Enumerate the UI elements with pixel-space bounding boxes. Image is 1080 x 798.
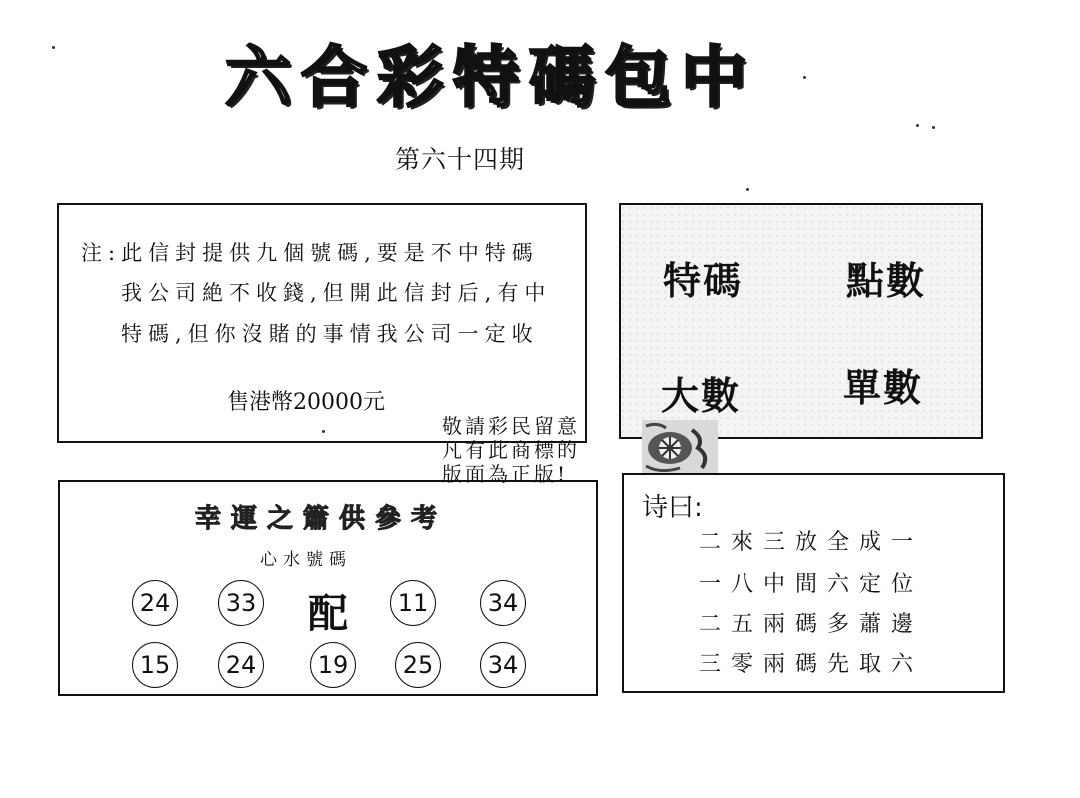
page-title: 六合彩特碼包中 — [225, 39, 757, 116]
watermark-note-line: 版面為正版! — [442, 462, 569, 486]
category-odd: 單數 — [843, 366, 924, 410]
notice-box — [57, 203, 587, 443]
scan-speck — [322, 430, 325, 433]
scan-speck — [916, 124, 919, 127]
number-ball: 24 — [218, 642, 264, 688]
pair-character: 配 — [308, 591, 348, 637]
notice-line: 我公司絶不收錢,但開此信封后,有中 — [121, 281, 552, 305]
poem-line: 二五兩碼多蕭邊 — [699, 612, 924, 637]
notice-line: 特碼,但你沒賭的事情我公司一定收 — [121, 322, 539, 346]
poem-line: 三零兩碼先取六 — [699, 652, 924, 677]
scan-speck — [746, 188, 749, 191]
category-points: 點數 — [846, 259, 927, 303]
poem-box — [622, 473, 1005, 693]
poem-line: 一八中間六定位 — [699, 572, 924, 597]
number-ball: 33 — [218, 580, 264, 626]
category-big: 大數 — [661, 374, 742, 418]
poem-line: 二來三放全成一 — [699, 530, 924, 555]
scan-speck — [932, 126, 935, 129]
number-ball: 15 — [132, 642, 178, 688]
category-special-number: 特碼 — [663, 259, 744, 303]
scan-speck — [803, 76, 806, 79]
lucky-numbers-box — [58, 480, 598, 696]
poem-label: 诗曰: — [642, 493, 703, 523]
number-ball: 34 — [480, 642, 526, 688]
watermark-note-line: 敬請彩民留意 — [442, 414, 580, 438]
watermark-note-line: 凡有此商標的 — [442, 438, 580, 462]
price-text: 售港幣20000元 — [227, 390, 385, 415]
number-ball: 34 — [480, 580, 526, 626]
lucky-subtitle: 心水號碼 — [260, 550, 352, 570]
category-box — [619, 203, 983, 439]
trademark-logo-icon — [640, 418, 720, 476]
watermark-note — [442, 414, 580, 486]
number-ball: 24 — [132, 580, 178, 626]
notice-line: 注:此信封提供九個號碼,要是不中特碼 — [81, 241, 539, 265]
lucky-title: 幸運之簫供參考 — [195, 504, 448, 534]
number-ball: 25 — [395, 642, 441, 688]
number-ball: 19 — [310, 642, 356, 688]
number-ball: 11 — [390, 580, 436, 626]
scan-speck — [52, 46, 55, 49]
issue-number: 第六十四期 — [395, 145, 526, 174]
